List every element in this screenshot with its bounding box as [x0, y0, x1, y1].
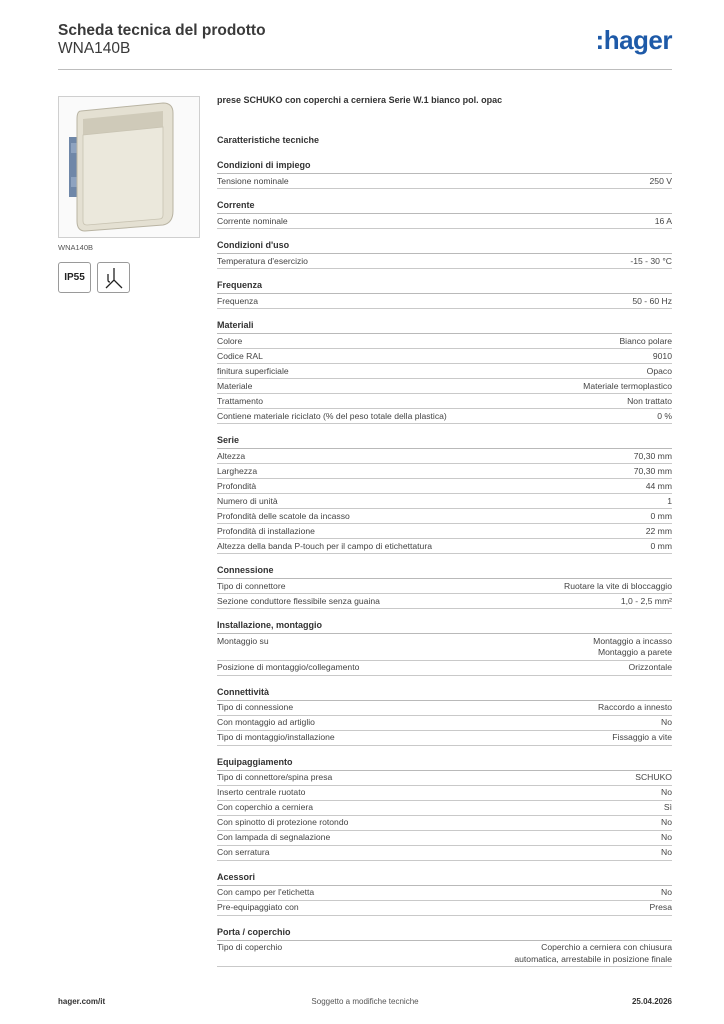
spec-value: 70,30 mm	[633, 450, 672, 461]
spec-value: No	[661, 787, 672, 797]
logo-text: hager	[603, 25, 672, 55]
spec-row	[217, 174, 672, 189]
spec-value: Ruotare la vite di bloccaggio	[564, 580, 672, 591]
spec-label: Inserto centrale ruotato	[217, 787, 306, 797]
spec-section	[217, 318, 672, 424]
spec-row	[217, 394, 672, 409]
spec-label: Profondità di installazione	[217, 525, 315, 536]
spec-row	[217, 479, 672, 494]
header-divider	[58, 69, 672, 70]
spec-label: Altezza della banda P-touch per il campo di etichettatura	[217, 540, 432, 551]
spec-section	[217, 925, 672, 968]
section-title: Frequenza	[217, 278, 672, 294]
section-title: Acessori	[217, 870, 672, 886]
spec-row	[217, 634, 672, 661]
spec-label: Colore	[217, 335, 243, 346]
spec-label: Larghezza	[217, 465, 258, 476]
spec-label: Tipo di coperchio	[217, 942, 283, 952]
spec-label: Con campo per l'etichetta	[217, 887, 315, 897]
spec-row	[217, 816, 672, 831]
section-title: Porta / coperchio	[217, 925, 672, 941]
ip55-badge: IP55	[58, 262, 91, 293]
section-title: Condizioni di impiego	[217, 158, 672, 174]
characteristics-title: Caratteristiche tecniche	[217, 135, 320, 145]
image-caption: WNA140B	[58, 243, 94, 252]
spec-sections	[217, 158, 672, 967]
spec-label: Montaggio su	[217, 635, 269, 646]
spec-value: Sì	[663, 802, 672, 812]
spec-row	[217, 886, 672, 901]
spec-row	[217, 941, 672, 968]
spec-value: Montaggio a incasso Montaggio a parete	[593, 635, 672, 657]
spec-value: 9010	[652, 350, 672, 361]
spec-label: Materiale	[217, 380, 253, 391]
install-symbol-icon	[97, 262, 130, 293]
section-title: Installazione, montaggio	[217, 618, 672, 634]
spec-label: Temperatura d'esercizio	[217, 255, 308, 266]
spec-section	[217, 685, 672, 746]
spec-label: Tipo di connessione	[217, 702, 294, 712]
spec-label: Tipo di connettore/spina presa	[217, 772, 333, 782]
spec-value: 70,30 mm	[633, 465, 672, 476]
spec-row	[217, 731, 672, 746]
section-title: Materiali	[217, 318, 672, 334]
spec-row	[217, 661, 672, 676]
spec-label: Con coperchio a cerniera	[217, 802, 314, 812]
spec-label: Pre-equipaggiato con	[217, 902, 299, 912]
spec-value: No	[661, 847, 672, 857]
spec-value: Materiale termoplastico	[583, 380, 672, 391]
spec-section	[217, 618, 672, 676]
section-title: Corrente	[217, 198, 672, 214]
spec-section	[217, 278, 672, 309]
spec-section	[217, 158, 672, 189]
spec-label: Codice RAL	[217, 350, 263, 361]
spec-label: Sezione conduttore flessibile senza guaina	[217, 595, 380, 606]
section-title: Serie	[217, 433, 672, 449]
spec-row	[217, 364, 672, 379]
spec-row	[217, 349, 672, 364]
spec-value: 50 - 60 Hz	[632, 295, 672, 306]
spec-label: Tensione nominale	[217, 175, 289, 186]
spec-row	[217, 524, 672, 539]
spec-row	[217, 716, 672, 731]
spec-value: Non trattato	[627, 395, 672, 406]
spec-value: 0 %	[657, 410, 672, 421]
badges	[58, 262, 130, 293]
section-title: Connettività	[217, 685, 672, 701]
section-title: Equipaggiamento	[217, 755, 672, 771]
spec-row	[217, 701, 672, 716]
spec-value: 0 mm	[650, 510, 672, 521]
spec-row	[217, 801, 672, 816]
spec-label: Tipo di montaggio/installazione	[217, 732, 335, 742]
spec-value: Coperchio a cerniera con chiusura automatica, arrestabile in posizione finale	[514, 942, 672, 964]
spec-row	[217, 379, 672, 394]
spec-value: Raccordo a innesto	[597, 702, 672, 712]
spec-row	[217, 254, 672, 269]
spec-row	[217, 594, 672, 609]
spec-value: No	[661, 717, 672, 727]
spec-label: Corrente nominale	[217, 215, 288, 226]
spec-label: Con montaggio ad artiglio	[217, 717, 315, 727]
spec-label: Posizione di montaggio/collegamento	[217, 662, 360, 672]
page-header	[58, 22, 672, 68]
product-title: prese SCHUKO con coperchi a cerniera Serie W.1 bianco pol. opac	[217, 95, 503, 105]
spec-row	[217, 449, 672, 464]
spec-label: Contiene materiale riciclato (% del peso totale della plastica)	[217, 410, 447, 421]
spec-row	[217, 494, 672, 509]
page-title: Scheda tecnica del prodotto	[58, 22, 266, 39]
spec-value: 250 V	[649, 175, 672, 186]
spec-value: 44 mm	[645, 480, 672, 491]
spec-value: Orizzontale	[628, 662, 672, 672]
spec-value: Bianco polare	[619, 335, 672, 346]
spec-value: No	[661, 832, 672, 842]
spec-row	[217, 464, 672, 479]
spec-value: 0 mm	[650, 540, 672, 551]
spec-row	[217, 579, 672, 594]
spec-label: Numero di unità	[217, 495, 278, 506]
spec-row	[217, 509, 672, 524]
spec-section	[217, 433, 672, 554]
spec-value: 1,0 - 2,5 mm²	[620, 595, 672, 606]
spec-row	[217, 409, 672, 424]
spec-label: Con serratura	[217, 847, 270, 857]
spec-value: No	[661, 887, 672, 897]
spec-label: Profondità	[217, 480, 257, 491]
spec-row	[217, 214, 672, 229]
spec-value: 22 mm	[645, 525, 672, 536]
spec-section	[217, 238, 672, 269]
spec-label: finitura superficiale	[217, 365, 289, 376]
spec-row	[217, 294, 672, 309]
spec-section	[217, 755, 672, 861]
spec-label: Tipo di connettore	[217, 580, 286, 591]
footer-date: 25.04.2026	[631, 997, 672, 1006]
footer-note: Soggetto a modifiche tecniche	[311, 997, 419, 1006]
spec-row	[217, 539, 672, 554]
spec-row	[217, 786, 672, 801]
spec-label: Profondità delle scatole da incasso	[217, 510, 350, 521]
spec-row	[217, 771, 672, 786]
spec-value: Fissaggio a vite	[612, 732, 672, 742]
spec-section	[217, 563, 672, 609]
spec-label: Con spinotto di protezione rotondo	[217, 817, 349, 827]
spec-row	[217, 831, 672, 846]
product-details	[217, 94, 672, 976]
spec-row	[217, 901, 672, 916]
spec-value: Presa	[649, 902, 672, 912]
spec-value: Opaco	[646, 365, 672, 376]
spec-label: Con lampada di segnalazione	[217, 832, 331, 842]
spec-section	[217, 870, 672, 916]
hager-logo[interactable]: :hager	[595, 25, 672, 55]
spec-row	[217, 846, 672, 861]
spec-section	[217, 198, 672, 229]
spec-row	[217, 334, 672, 349]
spec-value: 16 A	[654, 215, 672, 226]
section-title: Condizioni d'uso	[217, 238, 672, 254]
spec-label: Trattamento	[217, 395, 264, 406]
spec-value: No	[661, 817, 672, 827]
product-code: WNA140B	[58, 40, 131, 57]
footer-link[interactable]: hager.com/it	[58, 997, 106, 1006]
spec-label: Frequenza	[217, 295, 259, 306]
spec-value: -15 - 30 °C	[630, 255, 672, 266]
section-title: Connessione	[217, 563, 672, 579]
spec-label: Altezza	[217, 450, 246, 461]
spec-value: 1	[667, 495, 672, 506]
product-image	[58, 96, 200, 238]
spec-value: SCHUKO	[635, 772, 672, 782]
